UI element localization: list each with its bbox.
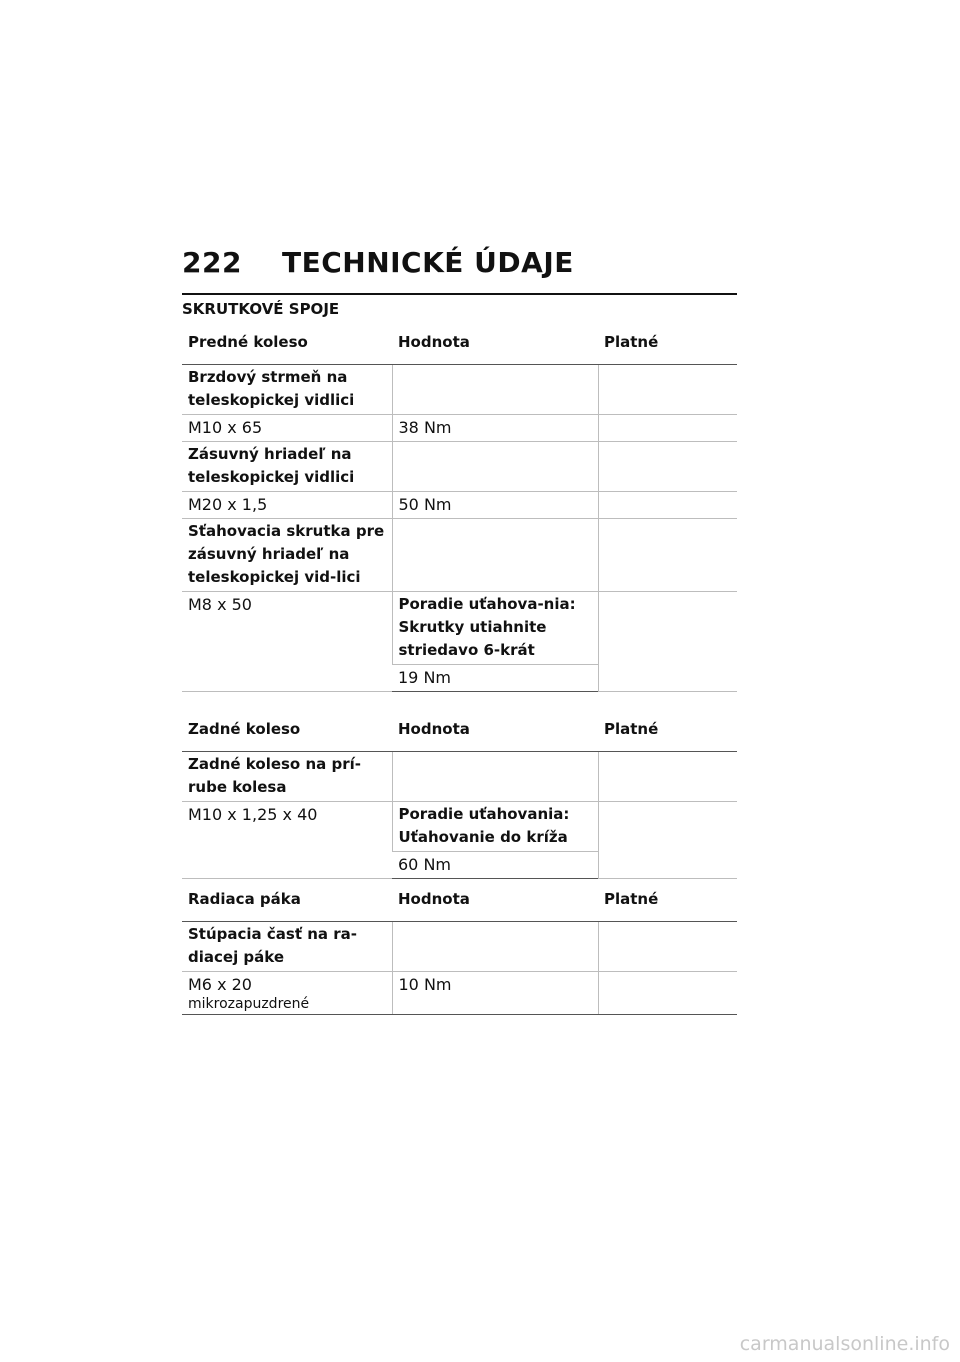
valid-cell xyxy=(598,442,737,492)
column-header-value: Hodnota xyxy=(392,707,598,752)
rear-wheel-table xyxy=(182,707,737,879)
table-header-row xyxy=(182,707,737,752)
component-name: Stúpacia časť na ra-diacej páke xyxy=(182,922,392,972)
column-header-component: Radiaca páka xyxy=(182,877,392,922)
table-row xyxy=(182,592,737,665)
value-cell xyxy=(392,752,598,802)
bolt-spec: M10 x 1,25 x 40 xyxy=(182,802,392,879)
page-number: 222 xyxy=(182,246,242,279)
bolt-spec: M8 x 50 xyxy=(182,592,392,692)
valid-cell xyxy=(598,365,737,415)
component-name: Brzdový strmeň na teleskopickej vidlici xyxy=(182,365,392,415)
component-name: Zadné koleso na prí-rube kolesa xyxy=(182,752,392,802)
value-cell xyxy=(392,365,598,415)
valid-cell xyxy=(598,802,737,879)
valid-cell xyxy=(598,972,737,1015)
chapter-title: TECHNICKÉ ÚDAJE xyxy=(282,246,574,279)
front-wheel-table xyxy=(182,320,737,692)
table-row xyxy=(182,802,737,852)
valid-cell xyxy=(598,592,737,692)
column-header-valid: Platné xyxy=(598,320,737,365)
valid-cell xyxy=(598,492,737,519)
column-header-component: Zadné koleso xyxy=(182,707,392,752)
tightening-note: Poradie uťahova-nia: Skrutky utiahnite striedavo 6-krát xyxy=(392,592,598,665)
header-divider xyxy=(182,293,737,295)
page-header xyxy=(182,246,737,279)
table-header-row xyxy=(182,877,737,922)
tightening-note: Poradie uťahovania: Uťahovanie do kríža xyxy=(392,802,598,852)
table-row xyxy=(182,752,737,802)
table-row xyxy=(182,972,737,1015)
table-row xyxy=(182,415,737,442)
table-row xyxy=(182,492,737,519)
value-cell xyxy=(392,519,598,592)
table-row xyxy=(182,365,737,415)
section-title: SKRUTKOVÉ SPOJE xyxy=(182,300,340,318)
torque-value: 60 Nm xyxy=(392,852,598,879)
valid-cell xyxy=(598,752,737,802)
valid-cell xyxy=(598,415,737,442)
table-row xyxy=(182,442,737,492)
bolt-spec: M6 x 20 xyxy=(188,975,252,994)
bolt-spec-note: mikrozapuzdrené xyxy=(188,996,310,1012)
column-header-value: Hodnota xyxy=(392,320,598,365)
value-cell xyxy=(392,442,598,492)
bolt-spec: M20 x 1,5 xyxy=(182,492,392,519)
torque-value: 38 Nm xyxy=(392,415,598,442)
valid-cell xyxy=(598,519,737,592)
column-header-component: Predné koleso xyxy=(182,320,392,365)
torque-value: 10 Nm xyxy=(392,972,598,1015)
table-header-row xyxy=(182,320,737,365)
bolt-spec-cell xyxy=(182,972,392,1015)
torque-value: 50 Nm xyxy=(392,492,598,519)
shift-lever-table xyxy=(182,877,737,1015)
table-row xyxy=(182,519,737,592)
component-name: Zásuvný hriadeľ na teleskopickej vidlici xyxy=(182,442,392,492)
column-header-valid: Platné xyxy=(598,877,737,922)
table-row xyxy=(182,922,737,972)
torque-value: 19 Nm xyxy=(392,665,598,692)
watermark: carmanualsonline.info xyxy=(739,1333,950,1355)
column-header-valid: Platné xyxy=(598,707,737,752)
value-cell xyxy=(392,922,598,972)
component-name: Sťahovacia skrutka pre zásuvný hriadeľ na teleskopickej vid-lici xyxy=(182,519,392,592)
valid-cell xyxy=(598,922,737,972)
column-header-value: Hodnota xyxy=(392,877,598,922)
bolt-spec: M10 x 65 xyxy=(182,415,392,442)
